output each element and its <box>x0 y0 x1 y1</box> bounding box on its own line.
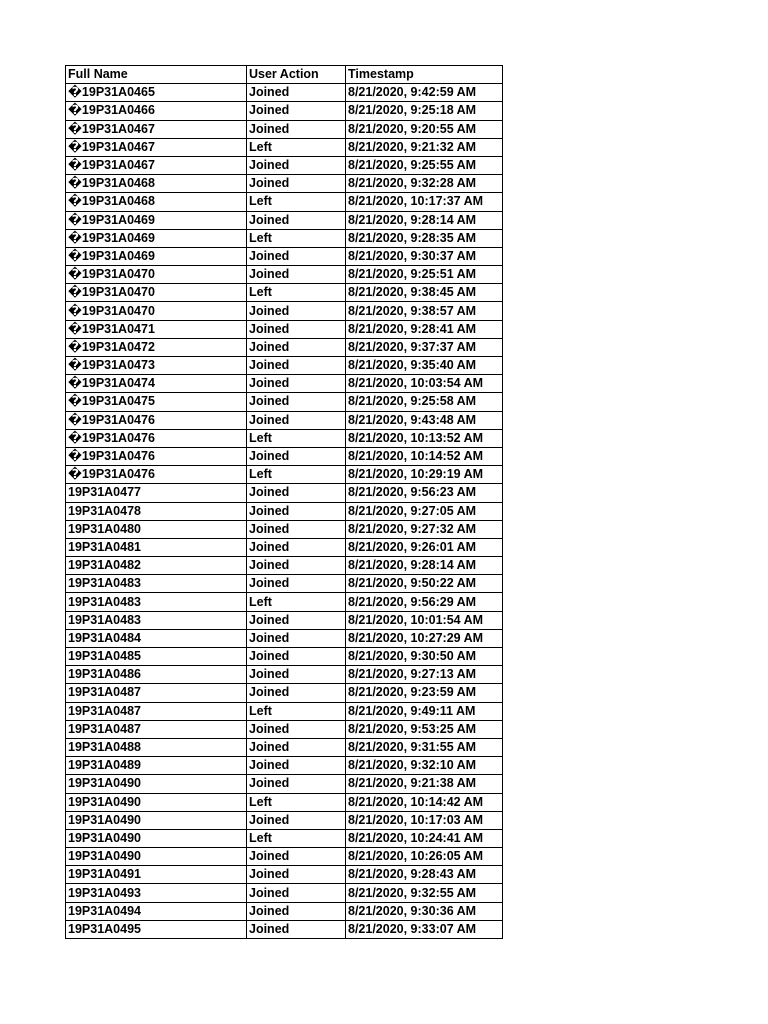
cell-timestamp: 8/21/2020, 10:01:54 AM <box>346 611 503 629</box>
cell-full-name: �19P31A0469 <box>66 229 247 247</box>
table-row <box>66 120 503 138</box>
table-row <box>66 575 503 593</box>
cell-user-action: Joined <box>247 666 346 684</box>
cell-full-name: �19P31A0473 <box>66 357 247 375</box>
cell-full-name: �19P31A0467 <box>66 138 247 156</box>
cell-user-action: Joined <box>247 302 346 320</box>
table-row <box>66 648 503 666</box>
cell-full-name: 19P31A0487 <box>66 720 247 738</box>
cell-full-name: 19P31A0493 <box>66 884 247 902</box>
cell-timestamp: 8/21/2020, 9:27:32 AM <box>346 520 503 538</box>
table-row <box>66 702 503 720</box>
cell-user-action: Left <box>247 284 346 302</box>
cell-timestamp: 8/21/2020, 9:23:59 AM <box>346 684 503 702</box>
table-row <box>66 102 503 120</box>
cell-timestamp: 8/21/2020, 9:25:58 AM <box>346 393 503 411</box>
table-row <box>66 848 503 866</box>
cell-timestamp: 8/21/2020, 9:56:29 AM <box>346 593 503 611</box>
cell-timestamp: 8/21/2020, 9:20:55 AM <box>346 120 503 138</box>
cell-user-action: Joined <box>247 175 346 193</box>
header-user-action: User Action <box>247 66 346 84</box>
table-row <box>66 629 503 647</box>
cell-timestamp: 8/21/2020, 9:38:57 AM <box>346 302 503 320</box>
table-row <box>66 284 503 302</box>
cell-timestamp: 8/21/2020, 9:49:11 AM <box>346 702 503 720</box>
table-row <box>66 193 503 211</box>
cell-full-name: �19P31A0469 <box>66 247 247 265</box>
table-row <box>66 866 503 884</box>
cell-full-name: �19P31A0470 <box>66 284 247 302</box>
cell-timestamp: 8/21/2020, 9:32:28 AM <box>346 175 503 193</box>
table-row <box>66 302 503 320</box>
cell-user-action: Joined <box>247 338 346 356</box>
cell-timestamp: 8/21/2020, 9:28:35 AM <box>346 229 503 247</box>
table-row <box>66 338 503 356</box>
cell-full-name: �19P31A0472 <box>66 338 247 356</box>
table-row <box>66 666 503 684</box>
cell-full-name: 19P31A0478 <box>66 502 247 520</box>
cell-full-name: 19P31A0484 <box>66 629 247 647</box>
cell-full-name: �19P31A0476 <box>66 466 247 484</box>
cell-timestamp: 8/21/2020, 9:31:55 AM <box>346 738 503 756</box>
cell-timestamp: 8/21/2020, 9:28:43 AM <box>346 866 503 884</box>
cell-full-name: 19P31A0490 <box>66 848 247 866</box>
table-row <box>66 266 503 284</box>
cell-timestamp: 8/21/2020, 9:32:10 AM <box>346 757 503 775</box>
table-row <box>66 593 503 611</box>
cell-timestamp: 8/21/2020, 9:43:48 AM <box>346 411 503 429</box>
cell-user-action: Joined <box>247 156 346 174</box>
cell-full-name: 19P31A0477 <box>66 484 247 502</box>
cell-user-action: Joined <box>247 411 346 429</box>
cell-user-action: Joined <box>247 611 346 629</box>
cell-user-action: Joined <box>247 247 346 265</box>
table-row <box>66 611 503 629</box>
table-row <box>66 884 503 902</box>
table-row <box>66 738 503 756</box>
cell-user-action: Left <box>247 829 346 847</box>
table-row <box>66 829 503 847</box>
cell-timestamp: 8/21/2020, 9:37:37 AM <box>346 338 503 356</box>
table-row <box>66 684 503 702</box>
cell-full-name: 19P31A0486 <box>66 666 247 684</box>
cell-user-action: Joined <box>247 738 346 756</box>
cell-user-action: Joined <box>247 520 346 538</box>
cell-timestamp: 8/21/2020, 9:30:37 AM <box>346 247 503 265</box>
cell-full-name: 19P31A0490 <box>66 775 247 793</box>
cell-user-action: Joined <box>247 484 346 502</box>
cell-timestamp: 8/21/2020, 10:24:41 AM <box>346 829 503 847</box>
cell-full-name: �19P31A0475 <box>66 393 247 411</box>
cell-full-name: 19P31A0488 <box>66 738 247 756</box>
cell-timestamp: 8/21/2020, 9:25:55 AM <box>346 156 503 174</box>
table-row <box>66 175 503 193</box>
cell-timestamp: 8/21/2020, 9:26:01 AM <box>346 538 503 556</box>
cell-user-action: Joined <box>247 557 346 575</box>
cell-full-name: 19P31A0490 <box>66 811 247 829</box>
cell-full-name: �19P31A0471 <box>66 320 247 338</box>
cell-full-name: 19P31A0483 <box>66 593 247 611</box>
cell-timestamp: 8/21/2020, 10:26:05 AM <box>346 848 503 866</box>
table-row <box>66 393 503 411</box>
cell-user-action: Joined <box>247 902 346 920</box>
cell-full-name: 19P31A0494 <box>66 902 247 920</box>
cell-user-action: Joined <box>247 120 346 138</box>
cell-timestamp: 8/21/2020, 9:28:14 AM <box>346 557 503 575</box>
table-row <box>66 447 503 465</box>
cell-full-name: �19P31A0469 <box>66 211 247 229</box>
table-row <box>66 502 503 520</box>
table-row <box>66 247 503 265</box>
cell-full-name: 19P31A0487 <box>66 684 247 702</box>
cell-user-action: Joined <box>247 502 346 520</box>
cell-timestamp: 8/21/2020, 10:29:19 AM <box>346 466 503 484</box>
table-row <box>66 484 503 502</box>
cell-timestamp: 8/21/2020, 9:27:05 AM <box>346 502 503 520</box>
cell-user-action: Joined <box>247 775 346 793</box>
cell-user-action: Joined <box>247 848 346 866</box>
cell-user-action: Joined <box>247 211 346 229</box>
table-row <box>66 138 503 156</box>
table-row <box>66 229 503 247</box>
cell-full-name: �19P31A0468 <box>66 175 247 193</box>
table-row <box>66 375 503 393</box>
cell-full-name: �19P31A0468 <box>66 193 247 211</box>
table-row <box>66 557 503 575</box>
cell-user-action: Left <box>247 793 346 811</box>
table-row <box>66 411 503 429</box>
table-row <box>66 156 503 174</box>
header-full-name: Full Name <box>66 66 247 84</box>
cell-user-action: Joined <box>247 920 346 938</box>
cell-timestamp: 8/21/2020, 10:14:42 AM <box>346 793 503 811</box>
cell-full-name: �19P31A0476 <box>66 429 247 447</box>
cell-full-name: 19P31A0483 <box>66 611 247 629</box>
cell-user-action: Joined <box>247 811 346 829</box>
cell-user-action: Joined <box>247 538 346 556</box>
cell-full-name: �19P31A0476 <box>66 411 247 429</box>
cell-timestamp: 8/21/2020, 9:33:07 AM <box>346 920 503 938</box>
cell-user-action: Left <box>247 229 346 247</box>
table-row <box>66 538 503 556</box>
cell-timestamp: 8/21/2020, 10:17:37 AM <box>346 193 503 211</box>
cell-user-action: Joined <box>247 720 346 738</box>
table-row <box>66 211 503 229</box>
table-row <box>66 84 503 102</box>
table-row <box>66 429 503 447</box>
cell-full-name: 19P31A0485 <box>66 648 247 666</box>
cell-user-action: Joined <box>247 629 346 647</box>
table-row <box>66 320 503 338</box>
cell-full-name: �19P31A0466 <box>66 102 247 120</box>
cell-timestamp: 8/21/2020, 9:25:18 AM <box>346 102 503 120</box>
cell-full-name: 19P31A0490 <box>66 793 247 811</box>
cell-user-action: Joined <box>247 648 346 666</box>
cell-full-name: �19P31A0467 <box>66 120 247 138</box>
cell-timestamp: 8/21/2020, 9:38:45 AM <box>346 284 503 302</box>
cell-user-action: Left <box>247 593 346 611</box>
cell-timestamp: 8/21/2020, 9:25:51 AM <box>346 266 503 284</box>
cell-full-name: 19P31A0491 <box>66 866 247 884</box>
cell-user-action: Joined <box>247 375 346 393</box>
cell-user-action: Joined <box>247 266 346 284</box>
cell-full-name: �19P31A0474 <box>66 375 247 393</box>
cell-timestamp: 8/21/2020, 9:30:36 AM <box>346 902 503 920</box>
cell-user-action: Joined <box>247 575 346 593</box>
table-row <box>66 720 503 738</box>
cell-timestamp: 8/21/2020, 9:30:50 AM <box>346 648 503 666</box>
table-row <box>66 757 503 775</box>
cell-timestamp: 8/21/2020, 10:03:54 AM <box>346 375 503 393</box>
cell-user-action: Joined <box>247 684 346 702</box>
cell-full-name: �19P31A0476 <box>66 447 247 465</box>
cell-full-name: 19P31A0480 <box>66 520 247 538</box>
cell-timestamp: 8/21/2020, 10:14:52 AM <box>346 447 503 465</box>
table-body <box>66 84 503 939</box>
cell-timestamp: 8/21/2020, 9:42:59 AM <box>346 84 503 102</box>
cell-timestamp: 8/21/2020, 9:56:23 AM <box>346 484 503 502</box>
cell-user-action: Joined <box>247 393 346 411</box>
header-timestamp: Timestamp <box>346 66 503 84</box>
cell-timestamp: 8/21/2020, 9:27:13 AM <box>346 666 503 684</box>
table-header <box>66 66 503 84</box>
table-row <box>66 793 503 811</box>
cell-timestamp: 8/21/2020, 9:53:25 AM <box>346 720 503 738</box>
cell-full-name: 19P31A0481 <box>66 538 247 556</box>
attendance-table <box>65 65 503 939</box>
table-row <box>66 357 503 375</box>
cell-timestamp: 8/21/2020, 10:27:29 AM <box>346 629 503 647</box>
cell-user-action: Left <box>247 429 346 447</box>
table-row <box>66 902 503 920</box>
cell-user-action: Left <box>247 138 346 156</box>
cell-timestamp: 8/21/2020, 9:35:40 AM <box>346 357 503 375</box>
header-row <box>66 66 503 84</box>
table-row <box>66 466 503 484</box>
cell-user-action: Left <box>247 702 346 720</box>
cell-user-action: Joined <box>247 757 346 775</box>
cell-full-name: 19P31A0482 <box>66 557 247 575</box>
cell-user-action: Joined <box>247 84 346 102</box>
table-row <box>66 520 503 538</box>
cell-timestamp: 8/21/2020, 10:17:03 AM <box>346 811 503 829</box>
cell-user-action: Joined <box>247 320 346 338</box>
cell-timestamp: 8/21/2020, 9:28:14 AM <box>346 211 503 229</box>
cell-full-name: �19P31A0467 <box>66 156 247 174</box>
cell-user-action: Left <box>247 466 346 484</box>
cell-timestamp: 8/21/2020, 9:50:22 AM <box>346 575 503 593</box>
cell-timestamp: 8/21/2020, 9:21:38 AM <box>346 775 503 793</box>
cell-full-name: 19P31A0487 <box>66 702 247 720</box>
cell-user-action: Joined <box>247 447 346 465</box>
cell-full-name: 19P31A0495 <box>66 920 247 938</box>
cell-full-name: �19P31A0465 <box>66 84 247 102</box>
cell-user-action: Joined <box>247 866 346 884</box>
cell-full-name: �19P31A0470 <box>66 266 247 284</box>
cell-timestamp: 8/21/2020, 9:28:41 AM <box>346 320 503 338</box>
cell-user-action: Joined <box>247 357 346 375</box>
cell-full-name: 19P31A0489 <box>66 757 247 775</box>
cell-timestamp: 8/21/2020, 9:32:55 AM <box>346 884 503 902</box>
cell-full-name: 19P31A0490 <box>66 829 247 847</box>
cell-user-action: Left <box>247 193 346 211</box>
cell-full-name: �19P31A0470 <box>66 302 247 320</box>
table-row <box>66 775 503 793</box>
cell-timestamp: 8/21/2020, 10:13:52 AM <box>346 429 503 447</box>
cell-user-action: Joined <box>247 884 346 902</box>
table-row <box>66 920 503 938</box>
cell-full-name: 19P31A0483 <box>66 575 247 593</box>
table-row <box>66 811 503 829</box>
cell-user-action: Joined <box>247 102 346 120</box>
cell-timestamp: 8/21/2020, 9:21:32 AM <box>346 138 503 156</box>
